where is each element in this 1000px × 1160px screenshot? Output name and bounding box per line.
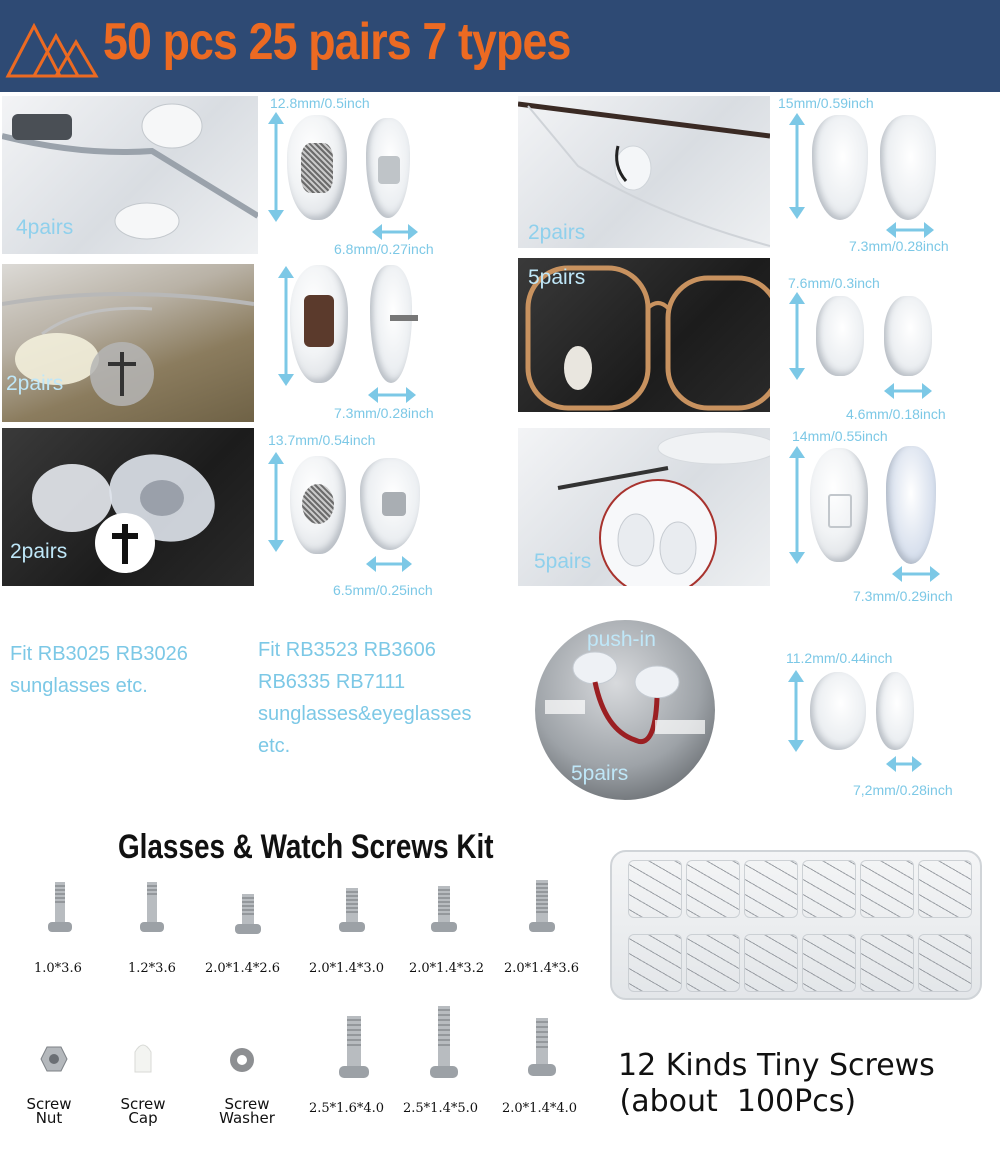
nose-pad-side <box>366 118 410 218</box>
width-dimension: 7.3mm/0.28inch <box>849 238 949 254</box>
width-dimension: 6.5mm/0.25inch <box>333 582 433 598</box>
fit-note-line: RB6335 RB7111 <box>258 671 406 693</box>
screw-item <box>332 886 372 940</box>
screw-icon <box>132 880 172 940</box>
push-in-photo <box>535 620 715 800</box>
nose-pad-front <box>287 115 347 220</box>
screw-size-label: 2.0*1.4*3.6 <box>504 961 580 976</box>
product-photo-3 <box>2 264 254 422</box>
length-dimension: 13.7mm/0.54inch <box>268 432 376 448</box>
screw-item <box>132 880 172 940</box>
length-arrow-icon <box>789 292 805 380</box>
nose-pad-front <box>290 265 348 383</box>
nose-pad-front <box>816 296 864 376</box>
width-arrow-icon <box>366 556 412 572</box>
length-dimension: 12.8mm/0.5inch <box>270 95 370 111</box>
fit-note-line: sunglasses etc. <box>10 675 148 697</box>
length-arrow-icon <box>268 112 284 222</box>
screw-icon <box>522 878 562 940</box>
screw-size-label: 1.2*3.6 <box>128 961 176 976</box>
screw-size-label: 2.0*1.4*4.0 <box>502 1101 578 1116</box>
width-arrow-icon <box>884 383 932 399</box>
nose-pad-side <box>886 446 936 564</box>
screw-icon <box>228 892 268 942</box>
width-dimension: 6.8mm/0.27inch <box>334 241 434 257</box>
fit-note-line: Fit RB3523 RB3606 <box>258 639 436 661</box>
fit-note-2 <box>258 634 471 762</box>
nose-pad-side <box>880 115 936 220</box>
screws-kit-title: Glasses & Watch Screws Kit <box>118 828 494 866</box>
screw-icon <box>522 1016 562 1084</box>
push-in-label: push-in <box>587 628 656 651</box>
pair-count-label: 4pairs <box>16 216 74 239</box>
screw-item <box>334 1012 374 1084</box>
screw-item <box>228 892 268 942</box>
length-dimension: 15mm/0.59inch <box>778 95 874 111</box>
length-arrow-icon <box>788 670 804 752</box>
fit-note-line: etc. <box>258 735 291 757</box>
nose-pad-front <box>290 456 346 554</box>
width-arrow-icon <box>886 222 934 238</box>
screw-icon <box>424 1004 464 1084</box>
length-dimension: 7.6mm/0.3inch <box>788 275 880 291</box>
pair-count-label: 2pairs <box>528 221 586 244</box>
screw-item <box>424 884 464 940</box>
fit-note-1 <box>10 638 188 702</box>
tiny-screws-title: 12 Kinds Tiny Screws <box>618 1048 935 1083</box>
screw-item <box>424 1004 464 1084</box>
screw-nut-label <box>20 1097 78 1125</box>
screw-size-label: 1.0*3.6 <box>34 961 82 976</box>
acc-label-line2: Washer <box>219 1109 275 1127</box>
width-arrow-icon <box>886 756 922 772</box>
pair-count-label: 2pairs <box>6 372 64 395</box>
length-dimension: 11.2mm/0.44inch <box>786 650 893 666</box>
screw-washer-label <box>212 1097 282 1125</box>
pair-count-label: 5pairs <box>528 266 586 289</box>
nose-pad-side <box>884 296 932 376</box>
screw-item <box>40 880 80 940</box>
width-dimension: 7.3mm/0.29inch <box>853 588 953 604</box>
width-dimension: 7.3mm/0.28inch <box>334 405 434 421</box>
nose-pad-side <box>360 458 420 550</box>
screw-item <box>522 1016 562 1084</box>
acc-label-line1: Screw <box>224 1095 270 1113</box>
hex-nut-icon <box>40 1046 68 1072</box>
length-arrow-icon <box>268 452 284 552</box>
pair-count-label: 5pairs <box>571 762 629 785</box>
width-arrow-icon <box>372 224 418 240</box>
product-photo-5 <box>2 428 254 586</box>
page-title: 50 pcs 25 pairs 7 types <box>103 13 571 71</box>
screw-icon <box>40 880 80 940</box>
screw-size-label: 2.5*1.4*5.0 <box>403 1101 479 1116</box>
product-photo-2 <box>518 96 770 248</box>
screw-size-label: 2.0*1.4*3.0 <box>309 961 385 976</box>
nose-pad-front <box>810 672 866 750</box>
nose-pad-front <box>812 115 868 220</box>
nose-pad-front <box>810 448 868 562</box>
pair-count-label: 5pairs <box>534 550 592 573</box>
width-arrow-icon <box>368 387 416 403</box>
screw-icon <box>332 886 372 940</box>
product-photo-6 <box>518 428 770 586</box>
width-dimension: 4.6mm/0.18inch <box>846 406 946 422</box>
fit-note-line: Fit RB3025 RB3026 <box>10 643 188 665</box>
washer-icon <box>228 1046 256 1074</box>
screw-size-label: 2.5*1.6*4.0 <box>309 1101 385 1116</box>
acc-label-line2: Cap <box>128 1109 158 1127</box>
nose-pad-side <box>370 265 412 383</box>
product-photo-4 <box>518 258 770 412</box>
fit-note-line: sunglasses&eyeglasses <box>258 703 472 725</box>
screw-item <box>522 878 562 940</box>
screw-cap-icon <box>130 1038 156 1074</box>
tiny-screws-box <box>610 850 982 1000</box>
length-arrow-icon <box>789 446 805 564</box>
acc-label-line1: Screw <box>26 1095 72 1113</box>
nose-pad-side <box>876 672 914 750</box>
screw-size-label: 2.0*1.4*3.2 <box>409 961 485 976</box>
screw-cap-label <box>114 1097 172 1125</box>
screw-icon <box>424 884 464 940</box>
screw-size-label: 2.0*1.4*2.6 <box>205 961 281 976</box>
aviator-glasses-illustration <box>2 264 254 422</box>
width-dimension: 7,2mm/0.28inch <box>853 782 953 798</box>
tiny-screws-count: (about 100Pcs) <box>610 1084 857 1119</box>
width-arrow-icon <box>892 566 940 582</box>
screw-icon <box>334 1012 374 1084</box>
product-photo-1 <box>2 96 258 254</box>
triangles-logo-icon <box>4 18 100 82</box>
acc-label-line1: Screw <box>120 1095 166 1113</box>
pair-count-label: 2pairs <box>10 540 68 563</box>
length-arrow-icon <box>789 113 805 219</box>
length-dimension: 14mm/0.55inch <box>792 428 888 444</box>
acc-label-line2: Nut <box>35 1109 63 1127</box>
